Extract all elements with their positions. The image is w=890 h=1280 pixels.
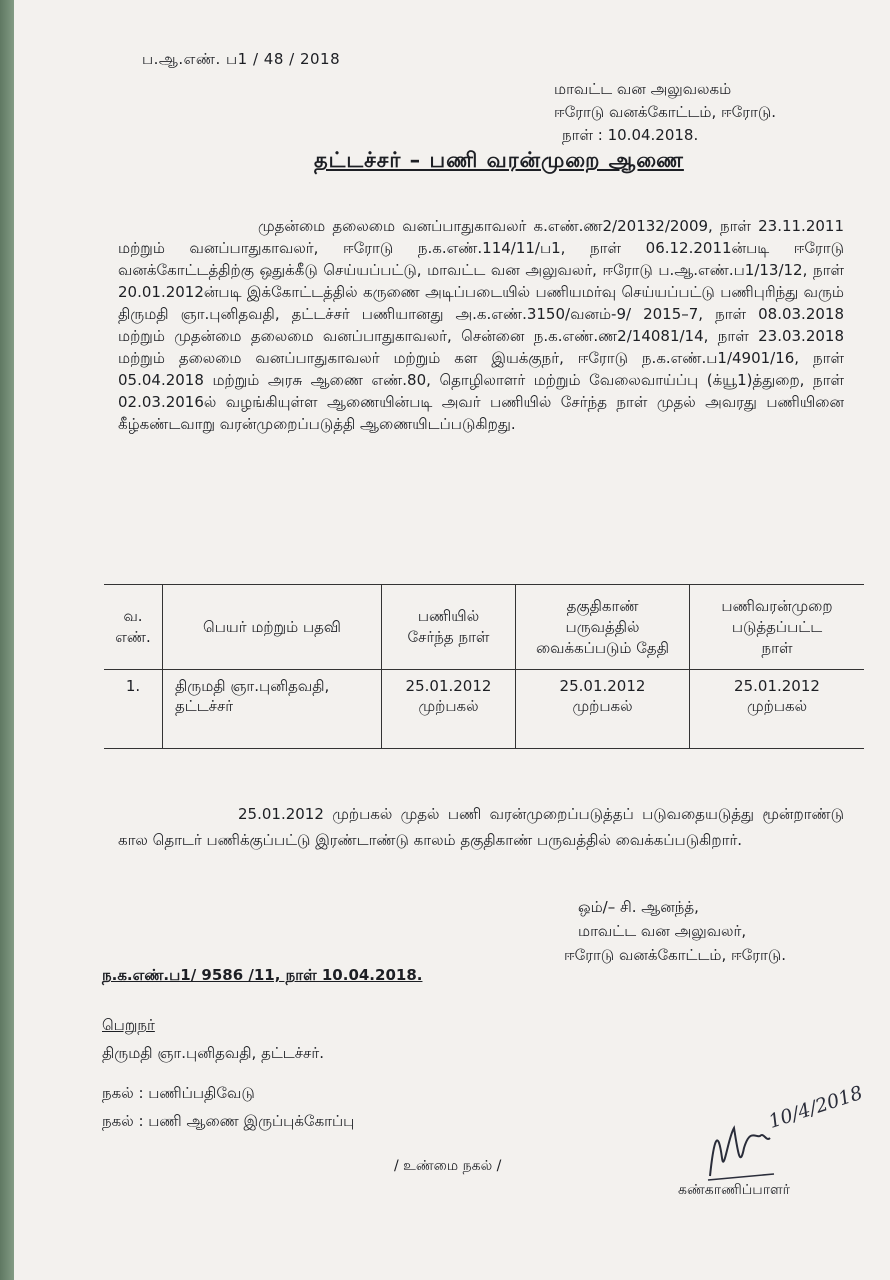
header-regularised-date: பணிவரன்முறை படுத்தப்பட்ட நாள் (690, 585, 865, 670)
table-header-row (104, 585, 864, 670)
document-page (14, 0, 890, 1280)
signatory-office: ஈரோடு வனக்கோட்டம், ஈரோடு. (564, 946, 786, 964)
order-title: தட்டச்சர் – பணி வரன்முறை ஆணை (314, 148, 684, 172)
recipient-label: பெறுநர் (102, 1016, 155, 1034)
body-paragraph-text: முதன்மை தலைமை வனப்பாதுகாவலர் க.எண்.ண2/20132/2009, நாள் 23.11.2011 மற்றும் வனப்பாதுகாவலர், ஈரோடு ந.க.எண்.114/11/ப1, நாள் 06.12.2011ன்படி ஈரோடு வனக்கோட்டத்திற்கு ஒதுக்கீடு செய்யப்பட்டு, மாவட்ட வன அலுவலர், ஈரோடு ப.ஆ.எண்.ப1/13/12, நாள் 20.01.2012ன்படி இக்கோட்டத்தில் கருணை அடிப்படையில் பணியமர்வு செய்யப்பட்டு பணிபுரிந்து வரும் திருமதி ஞா.புனிதவதி, தட்டச்சர் பணியானது அ.க.எண்.3150/வனம்-9/ 2015–7, நாள் 08.03.2018 மற்றும் முதன்மை தலைமை வனப்பாதுகாவலர், சென்னை ந.க.எண்.ண2/14081/14, நாள் 23.03.2018 மற்றும் தலைமை வனப்பாதுகாவலர் மற்றும் கள இயக்குநர், ஈரோடு ந.க.எண்.ப1/4901/16, நாள் 05.04.2018 மற்றும் அரசு ஆணை எண்.80, தொழிலாளர் மற்றும் வேலைவாய்ப்பு (க்யூ1)த்துறை, நாள் 02.03.2016ல் வழங்கியுள்ள ஆணையின்படி அவர் பணியில் சேர்ந்த நாள் முதல் அவரது பணியினை கீழ்கண்டவாறு வரன்முறைப்படுத்தி ஆணையிடப்படுகிறது. (118, 217, 844, 433)
true-copy-label: / உண்மை நகல் / (394, 1158, 502, 1174)
office-address (554, 78, 776, 147)
copy-line-1: நகல் : பணிப்பதிவேடு (102, 1084, 255, 1102)
file-reference: ந.க.எண்.ப1/ 9586 /11, நாள் 10.04.2018. (102, 966, 423, 984)
desk-background (0, 0, 14, 1280)
reference-number: ப.ஆ.எண். ப1 / 48 / 2018 (142, 50, 341, 68)
header-probation-date: தகுதிகாண் பருவத்தில் வைக்கப்படும் தேதி (516, 585, 690, 670)
recipient-name: திருமதி ஞா.புனிதவதி, தட்டச்சர். (102, 1044, 324, 1062)
header-join-date: பணியில் சேர்ந்த நாள் (382, 585, 516, 670)
header-serial-no: வ. எண். (104, 585, 163, 670)
cell-probation-date: 25.01.2012 முற்பகல் (516, 670, 690, 749)
signatory-designation: மாவட்ட வன அலுவலர், (578, 922, 747, 940)
table-row (104, 670, 864, 749)
cell-name-designation: திருமதி ஞா.புனிதவதி, தட்டச்சர் (163, 670, 382, 749)
cell-regularised-date: 25.01.2012 முற்பகல் (690, 670, 865, 749)
superintendent-label: கண்காணிப்பாளர் (678, 1182, 790, 1198)
second-paragraph-text: 25.01.2012 முற்பகல் முதல் பணி வரன்முறைப்படுத்தப் படுவதையடுத்து மூன்றாண்டு கால தொடர் பணிக்குப்பட்டு இரண்டாண்டு காலம் தகுதிகாண் பருவத்தில் வைக்கப்படுகிறார். (118, 805, 844, 849)
copy-line-2: நகல் : பணி ஆணை இருப்புக்கோப்பு (102, 1112, 355, 1130)
body-paragraph (118, 215, 844, 435)
header-name-designation: பெயர் மற்றும் பதவி (163, 585, 382, 670)
regularisation-table (104, 584, 864, 749)
office-line-2: ஈரோடு வனக்கோட்டம், ஈரோடு. (554, 103, 776, 121)
cell-serial-no: 1. (104, 670, 163, 749)
cell-join-date: 25.01.2012 முற்பகல் (382, 670, 516, 749)
signatory-name: ஒம்/– சி. ஆனந்த், (578, 898, 699, 916)
signatory-block (564, 895, 786, 967)
signature-date: 10/4/2018 (766, 1081, 866, 1133)
office-date: நாள் : 10.04.2018. (562, 126, 699, 144)
office-line-1: மாவட்ட வன அலுவலகம் (554, 80, 732, 98)
second-paragraph (118, 801, 844, 853)
